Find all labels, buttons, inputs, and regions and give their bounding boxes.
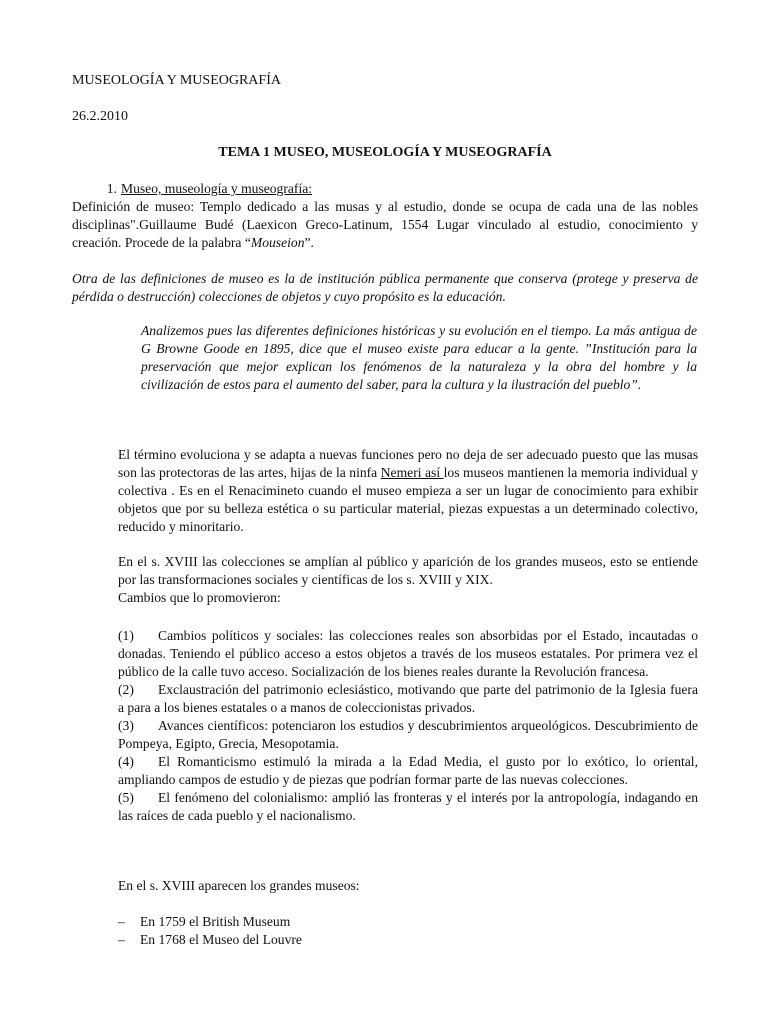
list-item-text: Exclaustración del patrimonio eclesiástico, motivando que parte del patrimonio de la Iglesia fuera a para a los bienes estatales o a manos de coleccionistas privados. [118,682,698,715]
list-item [118,627,698,681]
list-item-number: (3) [118,718,134,733]
list-item [118,931,698,949]
document-date: 26.2.2010 [72,109,128,124]
topic-heading: TEMA 1 MUSEO, MUSEOLOGÍA Y MUSEOGRAFÍA [218,145,552,160]
list-item-number: (1) [118,628,134,643]
list-item-text: Avances científicos: potenciaron los estudios y descubrimientos arqueológicos. Descubrimiento de Pompeya, Egipto, Grecia, Mesopotamia. [118,718,698,751]
definition-text: Definición de museo: Templo dedicado a las musas y al estudio, donde se ocupa de cada una de las nobles disciplinas".Guillaume Budé (Laexicon Greco-Latinum, 1554 Lugar vinculado al estudio, conocimiento y creación. Procede de la palabra “ [72,199,698,250]
evolution-text-after: los museos mantienen la memoria individual y colectiva . Es en el Renacimineto cuando el museo empieza a ser un lugar de conocimiento para exhibir objetos que por su belleza estética o su particular material, piezas expuestas a un determinado colectivo, reducido y minoritario. [118,465,699,534]
list-item [118,789,698,825]
dash-bullet: – [118,914,125,929]
document-title: MUSEOLOGÍA Y MUSEOGRAFÍA [72,73,281,88]
institution-definition-paragraph: Otra de las definiciones de museo es la de institución pública permanente que conserva (protege y preserva de pérdida o destrucción) colecciones de objetos y cuyo propósito es la educación. [72,271,698,304]
great-museums-paragraph: En el s. XVIII aparecen los grandes museos: [118,878,360,893]
section-label: Museo, museología y museografía: [121,181,313,196]
list-item-text: En 1768 el Museo del Louvre [140,932,302,947]
section-number: 1. [106,181,117,196]
section-heading [72,180,698,198]
list-item-text: Cambios políticos y sociales: las colecciones reales son absorbidas por el Estado, incautadas o donadas. Teniendo el público acceso a estos objetos a través de los museos estatales. Por primera vez el público de la calle tuvo acceso. Socialización de los bienes reales durante la Revolución francesa. [118,628,698,679]
list-item-number: (4) [118,754,134,769]
dash-bullet: – [118,932,125,947]
list-item [118,913,698,931]
list-item-text: En 1759 el British Museum [140,914,291,929]
list-item-number: (5) [118,790,134,805]
evolution-underlined: Nemeri así [380,465,444,480]
list-item [118,753,698,789]
list-item-number: (2) [118,682,134,697]
evolution-text-before: El término evoluciona y se adapta a nuevas funciones pero no deja de ser adecuado puesto que las musas son las protectoras de las artes, hijas de la ninfa [118,447,698,480]
historical-definitions-quote: Analizemos pues las diferentes definiciones históricas y su evolución en el tiempo. La más antigua de G Browne Goode en 1895, dice que el museo existe para educar a la gente. ”Institución para la preservación que mejor explican los fenómenos de la naturaleza y la obra del hombre y la civilización de estos para el aumento del saber, para la cultura y la ilustración del pueblo”. [141,323,697,392]
changes-list [118,627,698,825]
museum-definition-paragraph [72,198,698,252]
eighteenth-century-paragraph: En el s. XVIII las colecciones se amplían al público y aparición de los grandes museos, esto se entiende por las transformaciones sociales y científicas de los s. XVIII y XIX. [118,554,698,587]
changes-label: Cambios que lo promovieron: [118,590,281,605]
definition-term: Mouseion [250,235,305,250]
list-item-text: El fenómeno del colonialismo: amplió las fronteras y el interés por la antropología, indagando en las raíces de cada pueblo y el nacionalismo. [118,790,698,823]
list-item-text: El Romanticismo estimuló la mirada a la Edad Media, el gusto por lo exótico, lo oriental, ampliando campos de estudio y de piezas que podrían formar parte de las nuevas colecciones. [118,754,698,787]
list-item [118,717,698,753]
museums-list [118,913,698,949]
list-item [118,681,698,717]
definition-end: ”. [304,235,314,250]
evolution-paragraph [118,446,698,536]
